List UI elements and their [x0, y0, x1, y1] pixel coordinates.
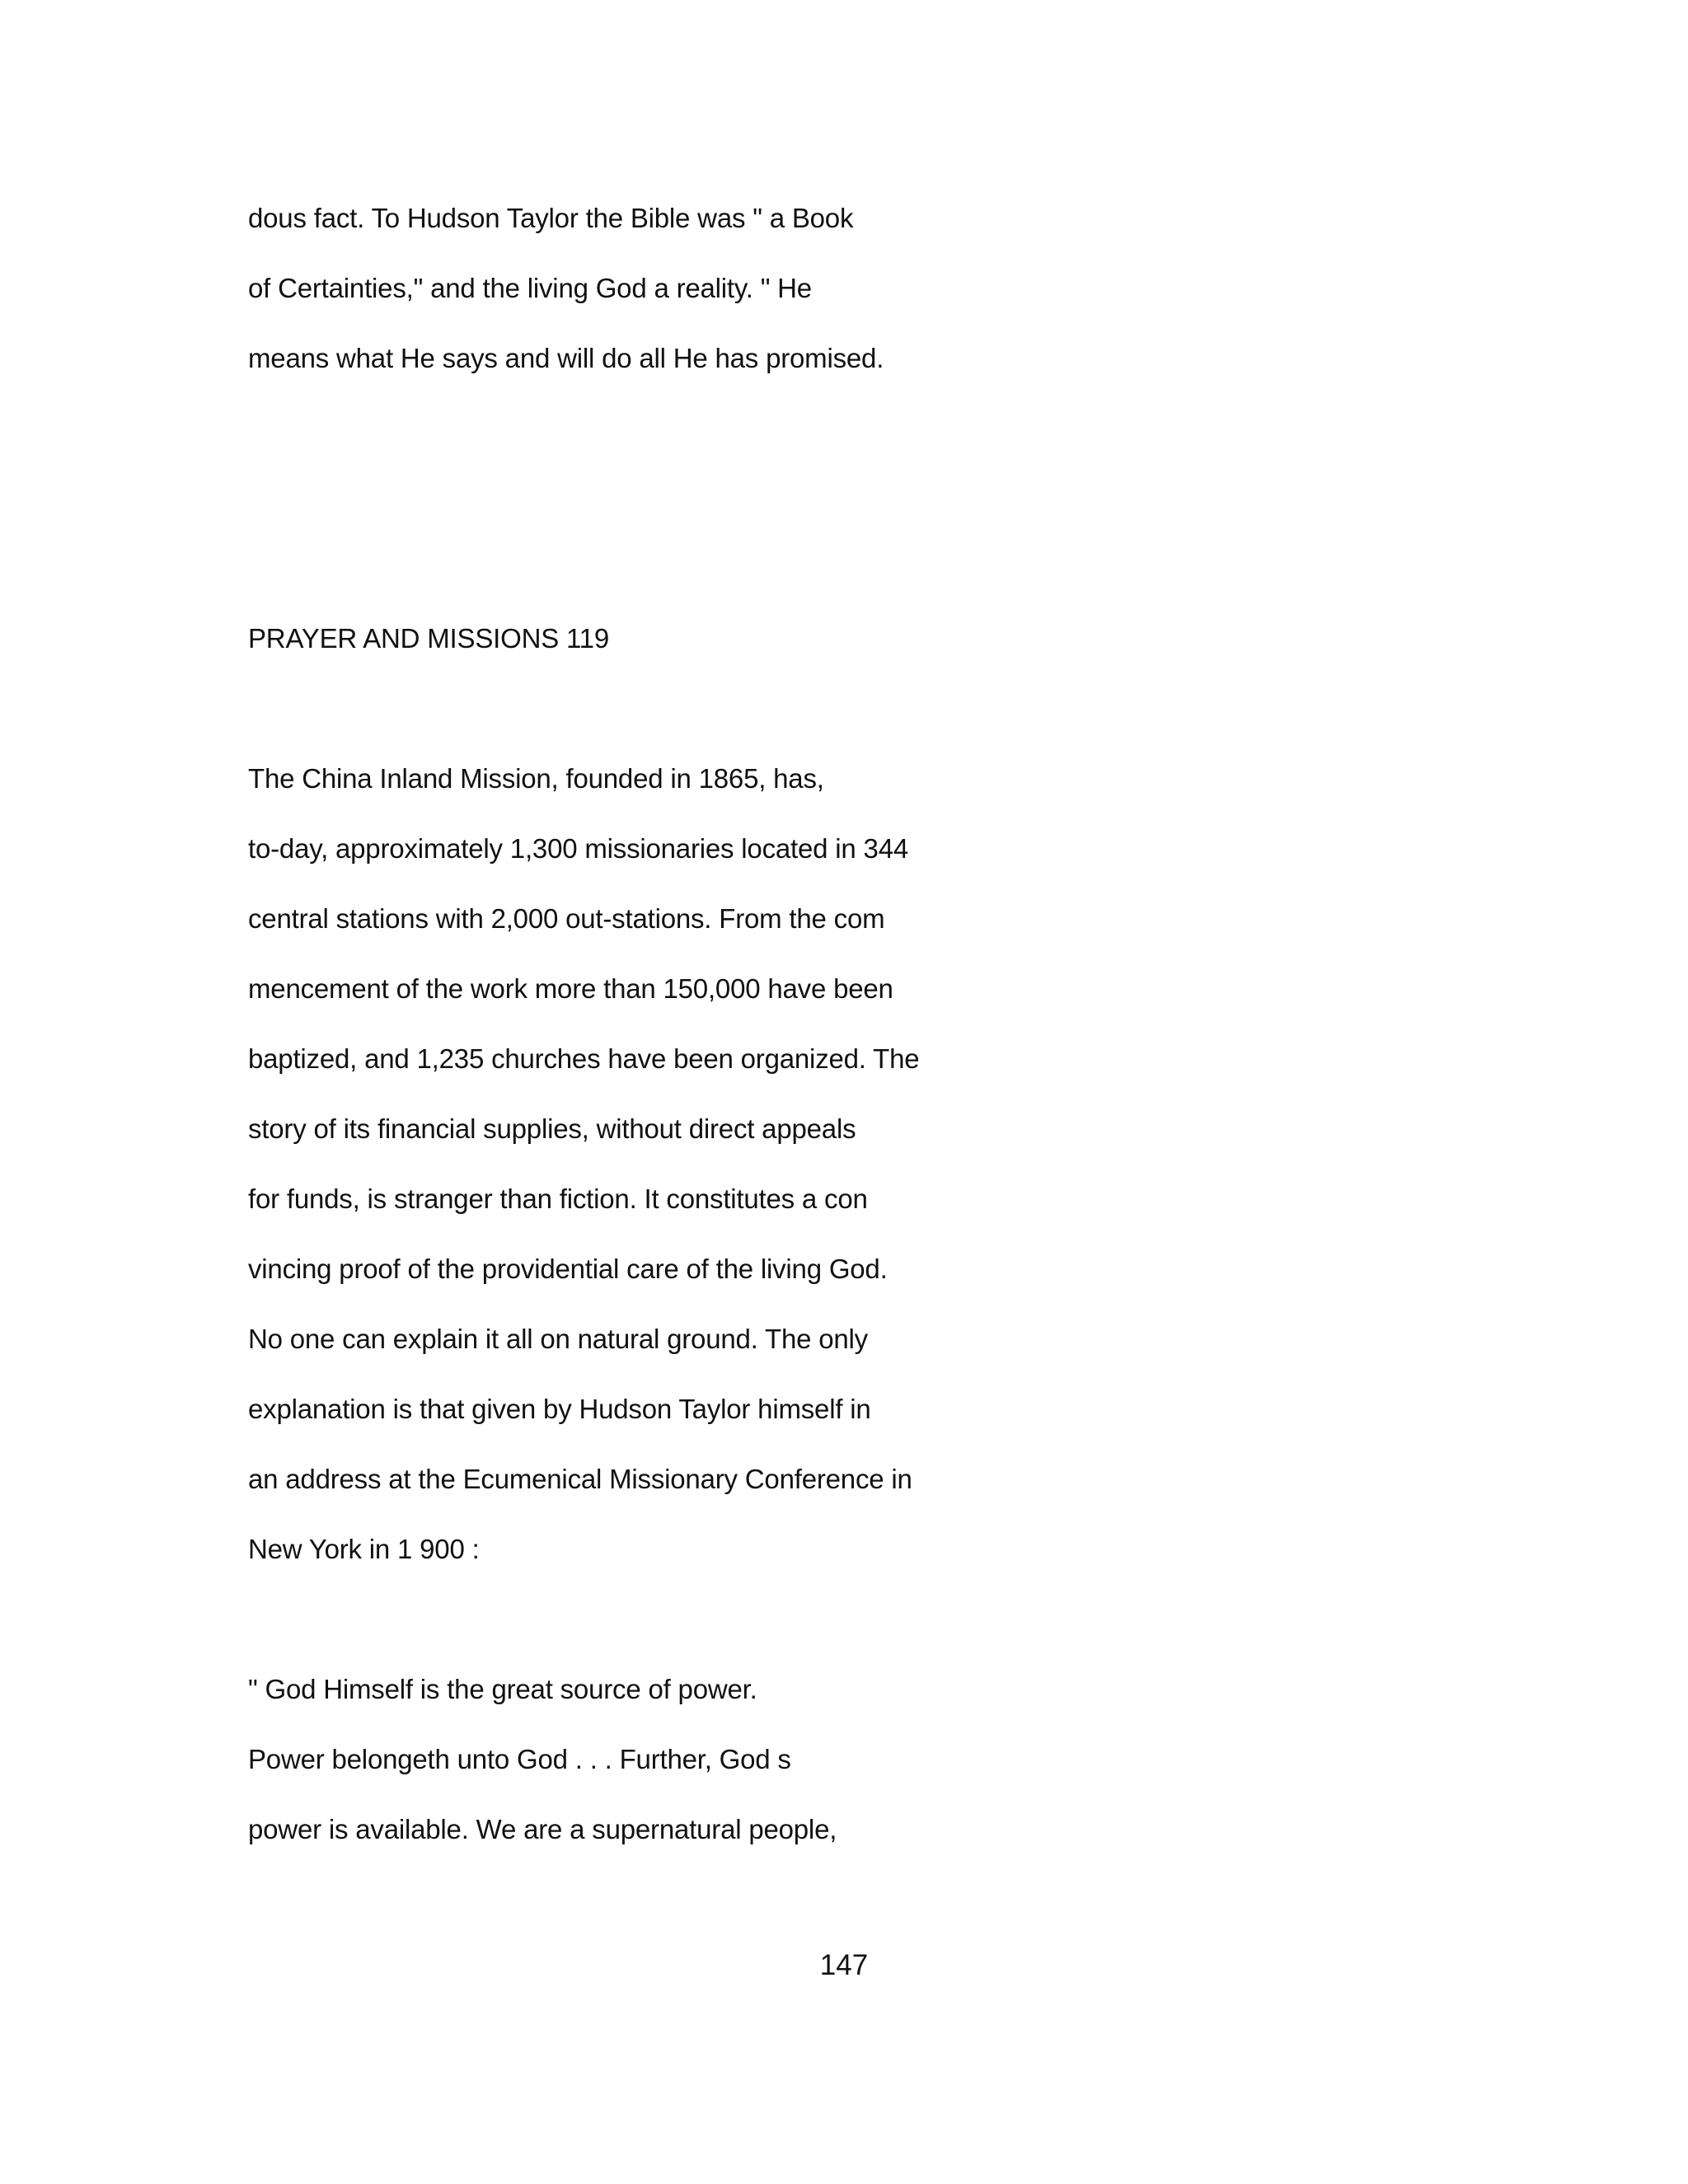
intro-line: of Certainties," and the living God a reality. " He	[248, 273, 812, 303]
quote-line: Power belongeth unto God . . . Further, God s	[248, 1744, 791, 1774]
paragraph-line: vincing proof of the providential care of the living God.	[248, 1254, 888, 1284]
paragraph-line: baptized, and 1,235 churches have been organized. The	[248, 1043, 920, 1074]
running-header: PRAYER AND MISSIONS 119	[248, 623, 609, 654]
page-number: 147	[819, 1949, 869, 1981]
quote-line: power is available. We are a supernatural people,	[248, 1814, 837, 1844]
paragraph-line: an address at the Ecumenical Missionary Conference in	[248, 1464, 912, 1494]
paragraph-line: No one can explain it all on natural ground. The only	[248, 1324, 868, 1354]
quote-line: " God Himself is the great source of power.	[248, 1674, 757, 1704]
paragraph-line: central stations with 2,000 out-stations. From the com	[248, 903, 885, 934]
paragraph-line: for funds, is stranger than fiction. It constitutes a con	[248, 1183, 868, 1214]
intro-line: means what He says and will do all He has promised.	[248, 343, 884, 373]
paragraph-line: The China Inland Mission, founded in 1865, has,	[248, 763, 824, 794]
paragraph-line: New York in 1 900 :	[248, 1534, 480, 1564]
paragraph-line: story of its financial supplies, without direct appeals	[248, 1113, 856, 1144]
paragraph-line: to-day, approximately 1,300 missionaries located in 344	[248, 833, 908, 864]
intro-line: dous fact. To Hudson Taylor the Bible was " a Book	[248, 203, 854, 233]
paragraph-line: mencement of the work more than 150,000 have been	[248, 973, 893, 1004]
paragraph-line: explanation is that given by Hudson Taylor himself in	[248, 1394, 871, 1424]
